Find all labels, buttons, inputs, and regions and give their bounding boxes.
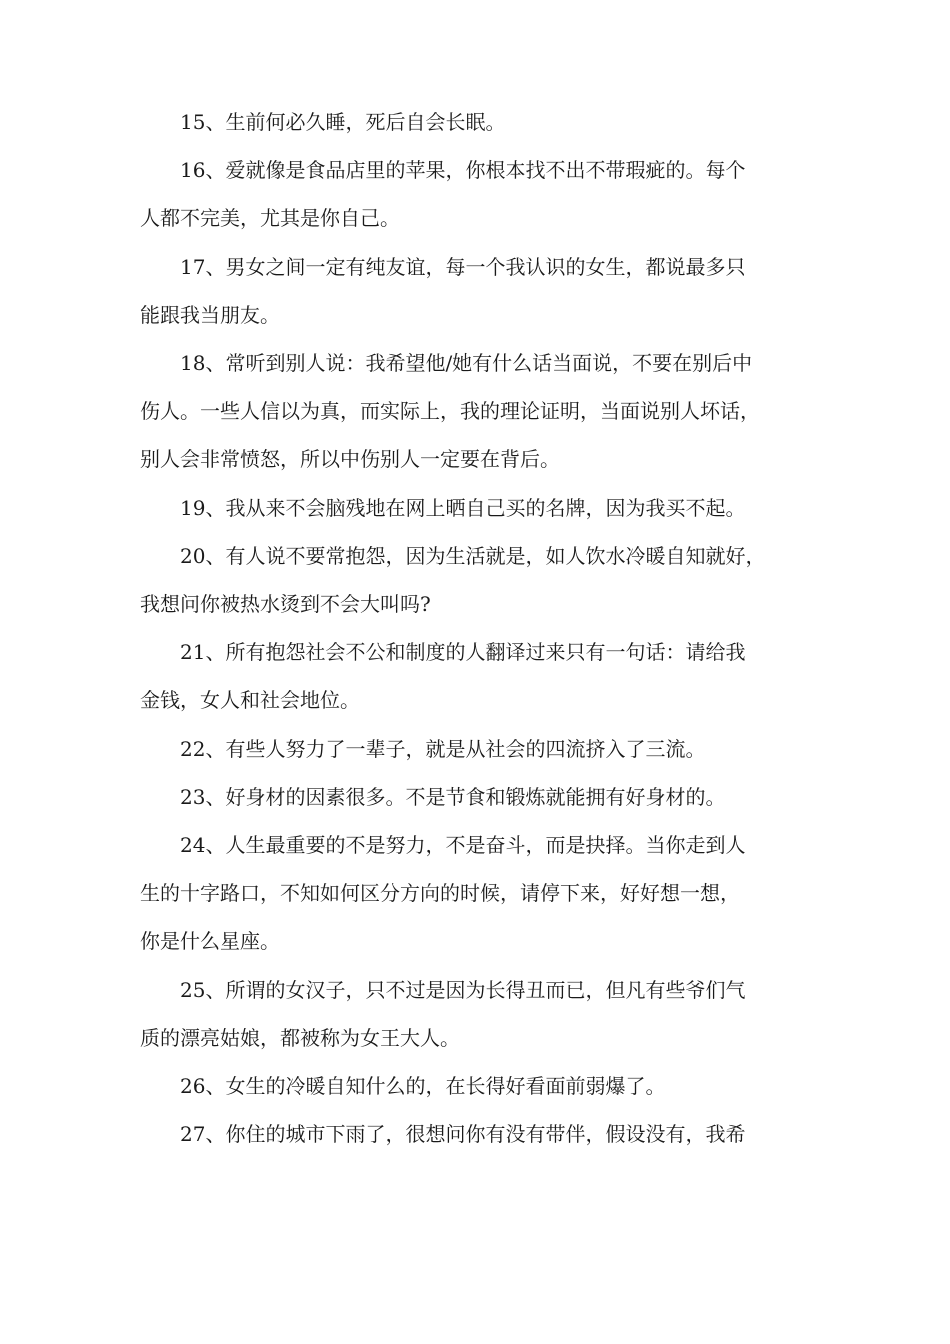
paragraph-line: 24、人生最重要的不是努力，不是奋斗，而是抉择。当你走到人	[180, 833, 746, 858]
paragraph-19	[140, 484, 812, 532]
paragraph-23	[140, 773, 812, 821]
paragraph-26	[140, 1062, 812, 1110]
paragraph-line: 20、有人说不要常抱怨，因为生活就是，如人饮水冷暖自知就好，	[180, 543, 766, 568]
paragraph-27	[140, 1110, 812, 1158]
paragraph-24	[140, 821, 812, 966]
paragraph-line: 18、常听到别人说：我希望他/她有什么话当面说，不要在别后中	[180, 351, 753, 376]
paragraph-line: 我想问你被热水烫到不会大叫吗?	[140, 592, 431, 617]
paragraph-21	[140, 628, 812, 724]
paragraph-18	[140, 339, 812, 484]
paragraph-line: 17、男女之间一定有纯友谊，每一个我认识的女生，都说最多只	[180, 254, 746, 279]
paragraph-line: 别人会非常愤怒，所以中伤别人一定要在背后。	[140, 447, 560, 472]
paragraph-line: 22、有些人努力了一辈子，就是从社会的四流挤入了三流。	[180, 736, 706, 761]
paragraph-line: 16、爱就像是食品店里的苹果，你根本找不出不带瑕疵的。每个	[180, 158, 746, 183]
document-body	[140, 98, 812, 1158]
paragraph-line: 26、女生的冷暖自知什么的，在长得好看面前弱爆了。	[180, 1074, 666, 1099]
paragraph-line: 质的漂亮姑娘，都被称为女王大人。	[140, 1025, 460, 1050]
paragraph-line: 19、我从来不会脑残地在网上晒自己买的名牌，因为我买不起。	[180, 495, 746, 520]
paragraph-line: 金钱，女人和社会地位。	[140, 688, 360, 713]
paragraph-17	[140, 243, 812, 339]
paragraph-line: 23、好身材的因素很多。不是节食和锻炼就能拥有好身材的。	[180, 784, 726, 809]
paragraph-line: 25、所谓的女汉子，只不过是因为长得丑而已，但凡有些爷们气	[180, 977, 746, 1002]
paragraph-line: 21、所有抱怨社会不公和制度的人翻译过来只有一句话：请给我	[180, 640, 746, 665]
paragraph-20	[140, 532, 812, 628]
paragraph-25	[140, 966, 812, 1062]
paragraph-line: 生的十字路口，不知如何区分方向的时候，请停下来，好好想一想，	[140, 881, 740, 906]
paragraph-line: 伤人。一些人信以为真，而实际上，我的理论证明，当面说别人坏话，	[140, 399, 760, 424]
paragraph-line: 27、你住的城市下雨了，很想问你有没有带伴，假设没有，我希	[180, 1122, 746, 1147]
paragraph-22	[140, 725, 812, 773]
paragraph-line: 人都不完美，尤其是你自己。	[140, 206, 400, 231]
paragraph-line: 能跟我当朋友。	[140, 302, 280, 327]
paragraph-15	[140, 98, 812, 146]
paragraph-16	[140, 146, 812, 242]
paragraph-line: 15、生前何必久睡，死后自会长眠。	[180, 110, 506, 134]
paragraph-line: 你是什么星座。	[140, 929, 280, 954]
